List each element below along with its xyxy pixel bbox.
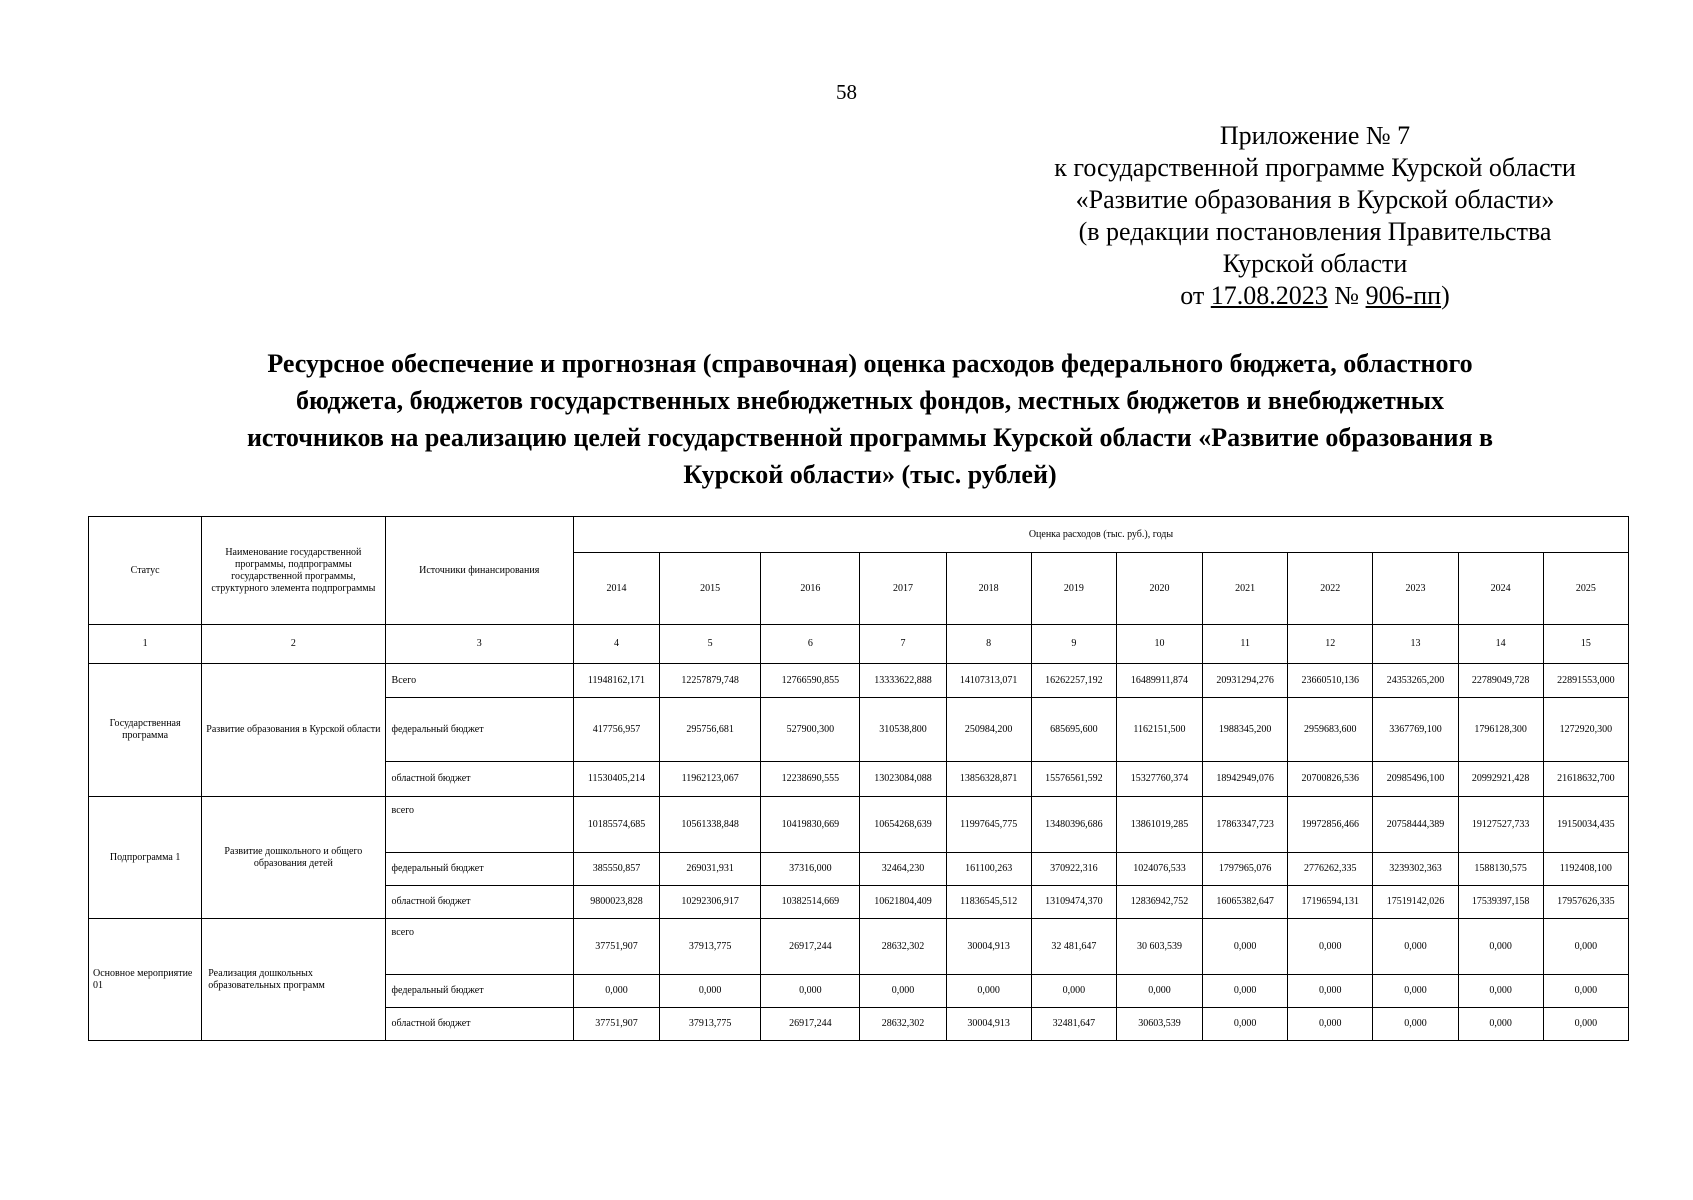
column-number: 14	[1458, 625, 1543, 664]
column-number: 3	[385, 625, 573, 664]
value-cell: 0,000	[1203, 1008, 1288, 1041]
title-line-4: Курской области» (тыс. рублей)	[683, 460, 1057, 489]
value-cell: 0,000	[1031, 975, 1116, 1008]
value-cell: 527900,300	[761, 698, 860, 762]
program-name-cell: Реализация дошкольных образовательных программ	[202, 919, 385, 1041]
value-cell: 37751,907	[573, 919, 659, 975]
value-cell: 37913,775	[660, 1008, 761, 1041]
column-number: 12	[1288, 625, 1373, 664]
program-name-cell: Развитие образования в Курской области	[202, 664, 385, 797]
value-cell: 1024076,533	[1116, 853, 1202, 886]
value-cell: 30603,539	[1116, 1008, 1202, 1041]
value-cell: 16262257,192	[1031, 664, 1116, 698]
header-name: Наименование государственной программы, подпрограммы государственной программы, структурного элемента подпрограммы	[202, 517, 385, 625]
value-cell: 161100,263	[946, 853, 1031, 886]
value-cell: 3239302,363	[1373, 853, 1458, 886]
value-cell: 10382514,669	[761, 886, 860, 919]
funding-source-cell: областной бюджет	[385, 1008, 573, 1041]
value-cell: 19972856,466	[1288, 797, 1373, 853]
column-number: 8	[946, 625, 1031, 664]
appendix-line-5: Курской области	[1222, 249, 1408, 278]
value-cell: 26917,244	[761, 1008, 860, 1041]
header-row-1	[89, 517, 1629, 553]
table-row	[89, 797, 1629, 853]
value-cell: 685695,600	[1031, 698, 1116, 762]
value-cell: 0,000	[660, 975, 761, 1008]
value-cell: 28632,302	[860, 919, 946, 975]
appendix-line-4: (в редакции постановления Правительства	[1078, 217, 1552, 246]
value-cell: 0,000	[946, 975, 1031, 1008]
header-year: 2014	[573, 553, 659, 625]
value-cell: 0,000	[1373, 975, 1458, 1008]
value-cell: 19150034,435	[1543, 797, 1628, 853]
closing-paren: )	[1441, 281, 1450, 310]
column-number: 2	[202, 625, 385, 664]
header-year: 2017	[860, 553, 946, 625]
value-cell: 28632,302	[860, 1008, 946, 1041]
value-cell: 32 481,647	[1031, 919, 1116, 975]
value-cell: 0,000	[860, 975, 946, 1008]
value-cell: 11948162,171	[573, 664, 659, 698]
value-cell: 370922,316	[1031, 853, 1116, 886]
value-cell: 0,000	[1203, 919, 1288, 975]
value-cell: 13023084,088	[860, 762, 946, 797]
header-estimate: Оценка расходов (тыс. руб.), годы	[573, 517, 1628, 553]
appendix-line-1: Приложение № 7	[1219, 121, 1411, 150]
value-cell: 32481,647	[1031, 1008, 1116, 1041]
column-number: 5	[660, 625, 761, 664]
value-cell: 20992921,428	[1458, 762, 1543, 797]
value-cell: 22789049,728	[1458, 664, 1543, 698]
value-cell: 10185574,685	[573, 797, 659, 853]
title-line-1: Ресурсное обеспечение и прогнозная (справочная) оценка расходов федерального бюджета, областного	[267, 349, 1473, 378]
header-year: 2025	[1543, 553, 1628, 625]
value-cell: 17196594,131	[1288, 886, 1373, 919]
resolution-date: 17.08.2023	[1210, 281, 1328, 310]
appendix-block	[960, 120, 1670, 312]
value-cell: 0,000	[761, 975, 860, 1008]
value-cell: 0,000	[1288, 919, 1373, 975]
value-cell: 18942949,076	[1203, 762, 1288, 797]
funding-source-cell: всего	[385, 797, 573, 853]
value-cell: 13109474,370	[1031, 886, 1116, 919]
value-cell: 16065382,647	[1203, 886, 1288, 919]
value-cell: 32464,230	[860, 853, 946, 886]
value-cell: 17957626,335	[1543, 886, 1628, 919]
value-cell: 24353265,200	[1373, 664, 1458, 698]
value-cell: 0,000	[1288, 1008, 1373, 1041]
value-cell: 0,000	[1543, 1008, 1628, 1041]
value-cell: 11530405,214	[573, 762, 659, 797]
appendix-line-6	[960, 280, 1670, 312]
header-year: 2022	[1288, 553, 1373, 625]
value-cell: 13333622,888	[860, 664, 946, 698]
value-cell: 0,000	[1458, 1008, 1543, 1041]
header-year: 2023	[1373, 553, 1458, 625]
resolution-number: 906-пп	[1365, 281, 1442, 310]
header-year: 2021	[1203, 553, 1288, 625]
value-cell: 13861019,285	[1116, 797, 1202, 853]
header-year: 2015	[660, 553, 761, 625]
column-number: 6	[761, 625, 860, 664]
value-cell: 17539397,158	[1458, 886, 1543, 919]
value-cell: 12238690,555	[761, 762, 860, 797]
value-cell: 1162151,500	[1116, 698, 1202, 762]
value-cell: 10419830,669	[761, 797, 860, 853]
column-number: 1	[89, 625, 202, 664]
value-cell: 20758444,389	[1373, 797, 1458, 853]
value-cell: 0,000	[1203, 975, 1288, 1008]
value-cell: 0,000	[1458, 975, 1543, 1008]
value-cell: 21618632,700	[1543, 762, 1628, 797]
value-cell: 11997645,775	[946, 797, 1031, 853]
table-row	[89, 664, 1629, 698]
value-cell: 26917,244	[761, 919, 860, 975]
program-name-cell: Развитие дошкольного и общего образования детей	[202, 797, 385, 919]
header-numbers-row	[89, 625, 1629, 664]
value-cell: 14107313,071	[946, 664, 1031, 698]
column-number: 7	[860, 625, 946, 664]
value-cell: 0,000	[1373, 919, 1458, 975]
status-cell: Государственная программа	[89, 664, 202, 797]
header-source: Источники финансирования	[385, 517, 573, 625]
column-number: 4	[573, 625, 659, 664]
status-cell: Основное мероприятие 01	[89, 919, 202, 1041]
value-cell: 1588130,575	[1458, 853, 1543, 886]
value-cell: 385550,857	[573, 853, 659, 886]
funding-source-cell: Всего	[385, 664, 573, 698]
value-cell: 269031,931	[660, 853, 761, 886]
value-cell: 12766590,855	[761, 664, 860, 698]
funding-source-cell: федеральный бюджет	[385, 975, 573, 1008]
page-number: 58	[836, 80, 857, 104]
document-title	[180, 345, 1560, 493]
value-cell: 15576561,592	[1031, 762, 1116, 797]
value-cell: 1272920,300	[1543, 698, 1628, 762]
header-year: 2024	[1458, 553, 1543, 625]
header-year: 2019	[1031, 553, 1116, 625]
header-status: Статус	[89, 517, 202, 625]
budget-table	[88, 516, 1629, 1041]
header-year: 2016	[761, 553, 860, 625]
value-cell: 1797965,076	[1203, 853, 1288, 886]
value-cell: 20931294,276	[1203, 664, 1288, 698]
value-cell: 0,000	[1543, 919, 1628, 975]
header-year: 2020	[1116, 553, 1202, 625]
title-line-3: источников на реализацию целей государственной программы Курской области «Развитие образования в	[246, 423, 1494, 452]
column-number: 9	[1031, 625, 1116, 664]
funding-source-cell: областной бюджет	[385, 886, 573, 919]
column-number: 15	[1543, 625, 1628, 664]
column-number: 11	[1203, 625, 1288, 664]
funding-source-cell: всего	[385, 919, 573, 975]
appendix-from: от	[1180, 281, 1211, 310]
value-cell: 0,000	[573, 975, 659, 1008]
value-cell: 0,000	[1288, 975, 1373, 1008]
value-cell: 17863347,723	[1203, 797, 1288, 853]
funding-source-cell: областной бюджет	[385, 762, 573, 797]
value-cell: 20985496,100	[1373, 762, 1458, 797]
value-cell: 2959683,600	[1288, 698, 1373, 762]
value-cell: 30004,913	[946, 1008, 1031, 1041]
value-cell: 1988345,200	[1203, 698, 1288, 762]
header-year: 2018	[946, 553, 1031, 625]
value-cell: 0,000	[1116, 975, 1202, 1008]
value-cell: 30 603,539	[1116, 919, 1202, 975]
value-cell: 3367769,100	[1373, 698, 1458, 762]
column-number: 10	[1116, 625, 1202, 664]
value-cell: 13856328,871	[946, 762, 1031, 797]
number-sign: №	[1327, 281, 1366, 310]
value-cell: 19127527,733	[1458, 797, 1543, 853]
value-cell: 13480396,686	[1031, 797, 1116, 853]
value-cell: 12836942,752	[1116, 886, 1202, 919]
value-cell: 11962123,067	[660, 762, 761, 797]
value-cell: 0,000	[1458, 919, 1543, 975]
appendix-line-2: к государственной программе Курской области	[1054, 153, 1576, 182]
column-number: 13	[1373, 625, 1458, 664]
value-cell: 23660510,136	[1288, 664, 1373, 698]
value-cell: 10561338,848	[660, 797, 761, 853]
value-cell: 0,000	[1543, 975, 1628, 1008]
status-cell: Подпрограмма 1	[89, 797, 202, 919]
appendix-line-3: «Развитие образования в Курской области»	[1075, 185, 1555, 214]
value-cell: 22891553,000	[1543, 664, 1628, 698]
value-cell: 417756,957	[573, 698, 659, 762]
funding-source-cell: федеральный бюджет	[385, 698, 573, 762]
value-cell: 12257879,748	[660, 664, 761, 698]
value-cell: 295756,681	[660, 698, 761, 762]
value-cell: 37316,000	[761, 853, 860, 886]
value-cell: 2776262,335	[1288, 853, 1373, 886]
table-row	[89, 919, 1629, 975]
value-cell: 1192408,100	[1543, 853, 1628, 886]
title-line-2: бюджета, бюджетов государственных внебюджетных фондов, местных бюджетов и внебюджетных	[295, 386, 1445, 415]
value-cell: 10621804,409	[860, 886, 946, 919]
value-cell: 9800023,828	[573, 886, 659, 919]
value-cell: 17519142,026	[1373, 886, 1458, 919]
funding-source-cell: федеральный бюджет	[385, 853, 573, 886]
table-body	[89, 664, 1629, 1041]
value-cell: 16489911,874	[1116, 664, 1202, 698]
value-cell: 0,000	[1373, 1008, 1458, 1041]
value-cell: 250984,200	[946, 698, 1031, 762]
value-cell: 1796128,300	[1458, 698, 1543, 762]
value-cell: 10654268,639	[860, 797, 946, 853]
value-cell: 20700826,536	[1288, 762, 1373, 797]
value-cell: 310538,800	[860, 698, 946, 762]
value-cell: 15327760,374	[1116, 762, 1202, 797]
value-cell: 30004,913	[946, 919, 1031, 975]
value-cell: 37751,907	[573, 1008, 659, 1041]
value-cell: 37913,775	[660, 919, 761, 975]
value-cell: 10292306,917	[660, 886, 761, 919]
value-cell: 11836545,512	[946, 886, 1031, 919]
